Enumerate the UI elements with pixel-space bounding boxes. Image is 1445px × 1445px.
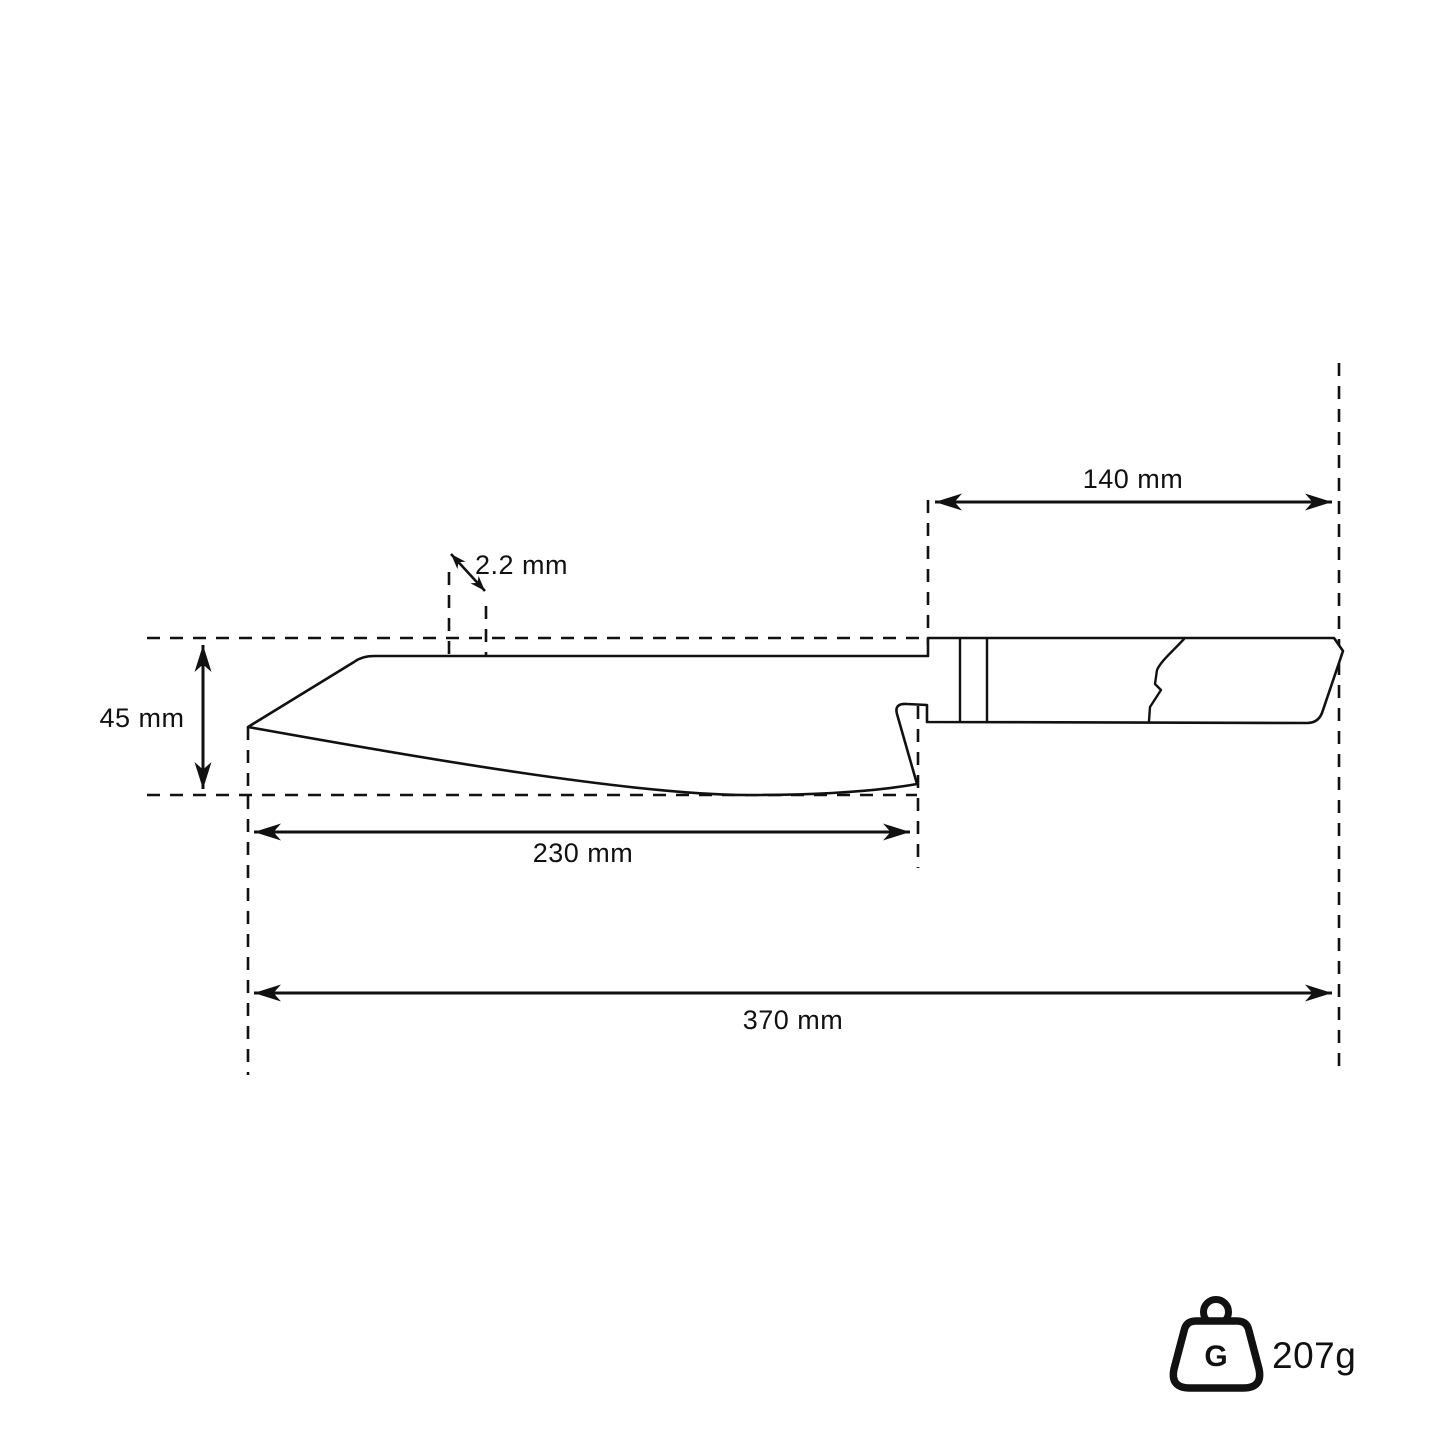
spine-thickness-label: 2.2 mm [475, 550, 569, 580]
blade-height-label: 45 mm [99, 703, 185, 733]
weight-badge-letter: G [1204, 1340, 1228, 1373]
weight-value: 207g [1272, 1335, 1357, 1376]
blade-length-label: 230 mm [532, 838, 634, 868]
weight-info [1173, 1300, 1356, 1389]
knife-drawing [248, 638, 1343, 795]
handle-length-label: 140 mm [1082, 464, 1184, 494]
knife-outline [248, 638, 1343, 795]
total-length-label: 370 mm [742, 1005, 844, 1035]
weight-icon [1173, 1300, 1259, 1389]
